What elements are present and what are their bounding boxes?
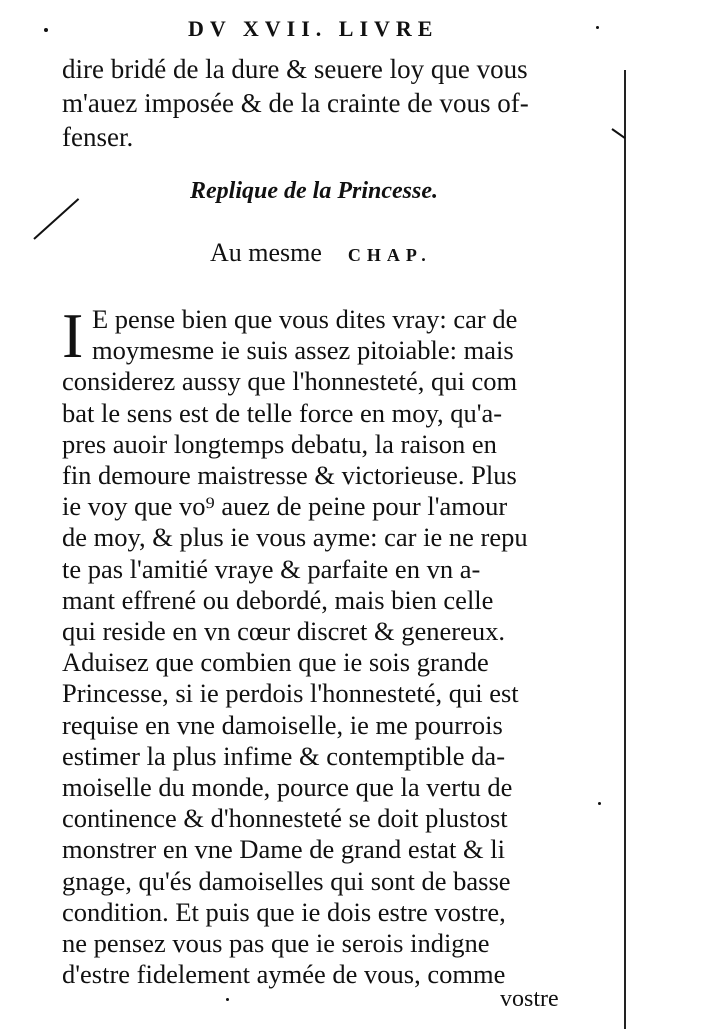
chapter-heading — [210, 238, 432, 268]
text-line: considerez aussy que l'honnesteté, qui com — [62, 366, 518, 397]
running-head: DV XVII. LIVRE — [188, 16, 439, 41]
catchword: vostre — [500, 986, 559, 1012]
text-line: te pas l'amitié vraye & parfaite en vn a- — [62, 553, 481, 584]
text-line: ie voy que vo⁹ auez de peine pour l'amour — [62, 491, 508, 522]
text-line: Princesse, si ie perdois l'honnesteté, qui est — [62, 678, 519, 709]
page-edge-line — [624, 70, 626, 1029]
ink-speck — [226, 998, 229, 1001]
ink-speck — [598, 802, 601, 805]
ink-speck — [596, 26, 599, 29]
section-title: Replique de la Princesse. — [190, 178, 438, 204]
text-line: dire bridé de la dure & seuere loy que vous — [62, 54, 528, 84]
text-line: qui reside en vn cœur discret & genereux. — [62, 616, 505, 646]
text-line: de moy, & plus ie vous ayme: car ie ne repu — [62, 522, 528, 553]
text-line: E pense bien que vous dites vray: car de — [92, 304, 518, 334]
text-line: condition. Et puis que ie dois estre vostre, — [62, 896, 506, 927]
text-line: mant effrené ou debordé, mais bien celle — [62, 584, 494, 615]
text-line: fin demoure maistresse & victorieuse. Plus — [62, 460, 517, 490]
chapter-prefix: Au mesme — [210, 238, 322, 267]
text-line: requise en vne damoiselle, ie me pourrois — [62, 709, 503, 740]
text-line: moymesme ie suis assez pitoiable: mais — [92, 335, 514, 366]
ink-mark — [33, 198, 79, 240]
text-line: d'estre fidelement aymée de vous, comme — [62, 959, 506, 990]
text-line: monstrer en vne Dame de grand estat & li — [62, 834, 505, 865]
text-line: fenser. — [62, 122, 134, 152]
text-line: continence & d'honnesteté se doit plustost — [62, 803, 508, 834]
text-line: pres auoir longtemps debatu, la raison en — [62, 428, 497, 459]
text-line: m'auez imposée & de la crainte de vous of- — [62, 88, 529, 118]
text-line: Aduisez que combien que ie sois grande — [62, 647, 489, 678]
text-line: bat le sens est de telle force en moy, qu'a- — [62, 397, 503, 428]
drop-cap: I — [62, 300, 84, 371]
text-line: ne pensez vous pas que ie serois indigne — [62, 928, 490, 958]
ink-speck — [44, 28, 48, 32]
chapter-word: CHAP. — [347, 245, 432, 265]
text-line: moiselle du monde, pource que la vertu de — [62, 772, 513, 802]
text-line: estimer la plus infime & contemptible da- — [62, 740, 506, 771]
text-line: gnage, qu'és damoiselles qui sont de basse — [62, 865, 511, 896]
